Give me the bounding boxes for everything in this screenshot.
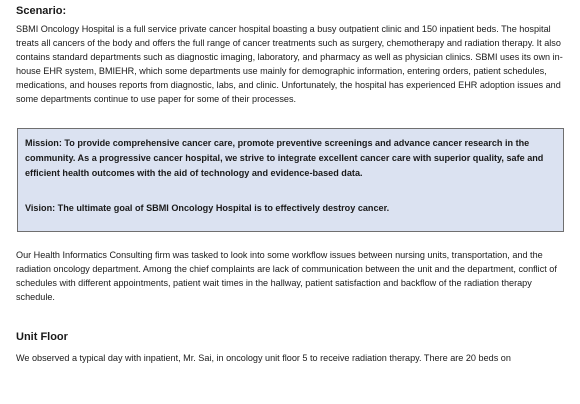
scenario-heading: Scenario: <box>16 5 67 17</box>
document-page <box>16 4 572 365</box>
scenario-paragraph: SBMI Oncology Hospital is a full service private cancer hospital boasting a busy outpatient clinic and 150 inpatient beds. The hospital treats all cancers of the body and offers the full range of cancer treatments such as surgery, chemotherapy and radiation therapy. It also contains standard departments such as diagnostic imaging, laboratory, and pharmacy as well as physician clinics. SBMI uses its own in-house EHR system, BMIEHR, which some departments use mainly for demographic information, entering orders, patient schedules, medications, and houses reports from diagnostic, labs, and clinic. Unfortunately, the hospital has experienced EHR adoption issues and some departments continue to use paper for some of their processes. <box>16 24 563 104</box>
vision-statement: Vision: The ultimate goal of SBMI Oncology Hospital is to effectively destroy cancer. <box>25 203 390 213</box>
unit-floor-heading: Unit Floor <box>16 331 68 343</box>
consulting-paragraph: Our Health Informatics Consulting firm was tasked to look into some workflow issues between nursing units, transportation, and the radiation oncology department. Among the chief complaints are lack of communication between the unit and the department, conflict of schedules with different appointments, patient wait times in the hallway, patient satisfaction and backflow of the radiation therapy schedule. <box>16 250 557 302</box>
unit-floor-paragraph: We observed a typical day with inpatient, Mr. Sai, in oncology unit floor 5 to receive radiation therapy. There are 20 beds on <box>16 353 511 363</box>
mission-vision-box <box>17 128 564 232</box>
mission-statement: Mission: To provide comprehensive cancer care, promote preventive screenings and advance cancer research in the community. As a progressive cancer hospital, we strive to integrate excellent cancer care with superior quality, safe and efficient health outcomes with the aid of technology and evidence-based data. <box>25 138 544 178</box>
